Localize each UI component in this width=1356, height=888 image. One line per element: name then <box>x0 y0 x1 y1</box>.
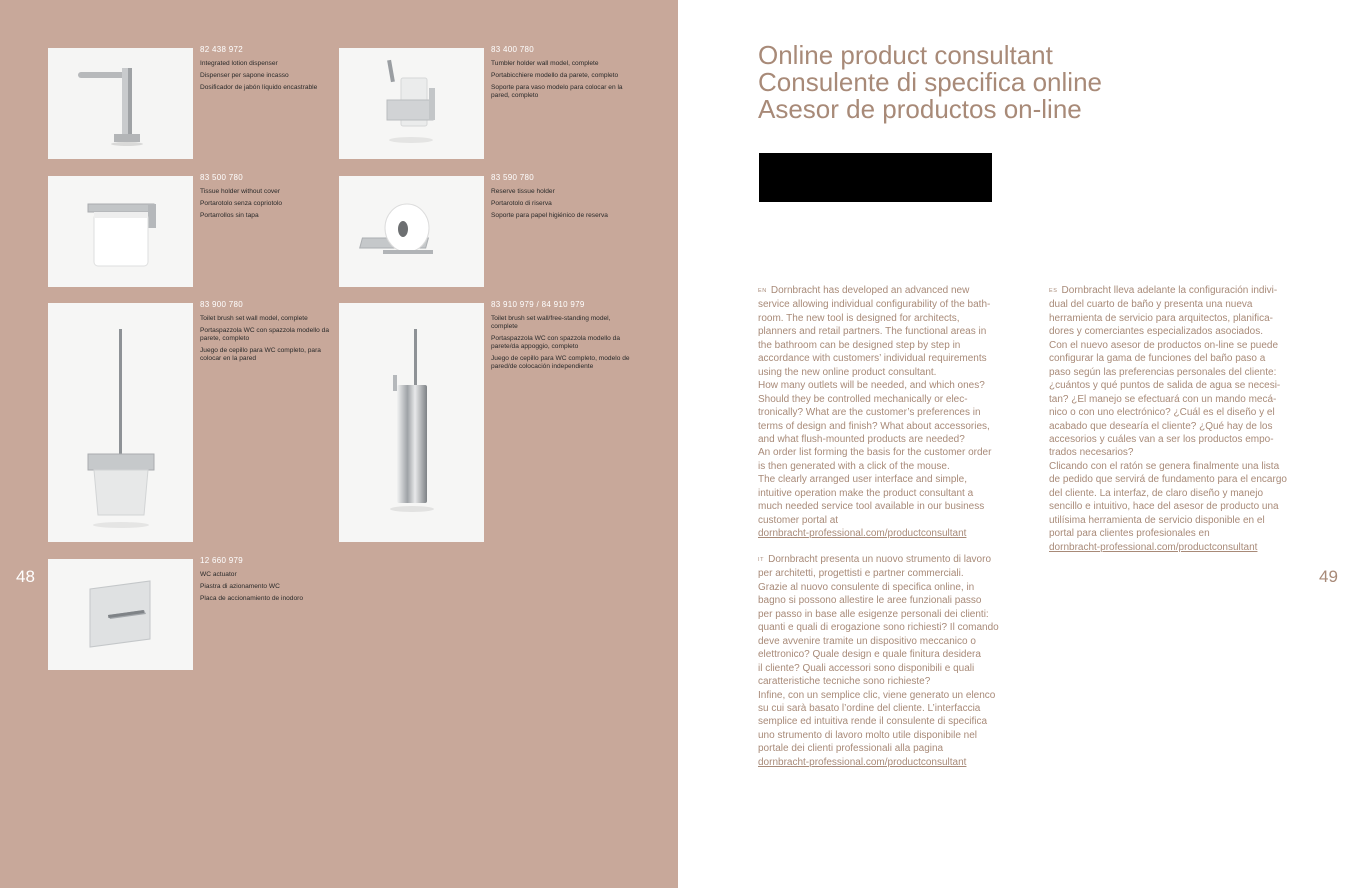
text-line-content: terms of design and finish? What about accessories, <box>758 420 990 432</box>
text-line <box>758 420 1020 433</box>
text-line-content: Infine, con un semplice clic, viene generato un elenco <box>758 689 996 701</box>
text-line <box>758 500 1020 513</box>
text-line <box>758 608 1020 621</box>
product-name-es: Soporte para papel higiénico de reserva <box>491 212 608 219</box>
text-line <box>758 339 1020 352</box>
product-code: 12 660 979 <box>200 556 244 565</box>
product-code: 82 438 972 <box>200 45 244 54</box>
language-tag: IT <box>758 557 765 563</box>
text-line-content: dual del cuarto de baño y presenta una nueva <box>1049 299 1253 311</box>
title-it: Consulente di specifica online <box>758 67 1102 97</box>
text-line-content: Grazie al nuovo consulente di specifica online, in <box>758 581 975 593</box>
text-line-content: trados necesarios? <box>1049 447 1134 459</box>
text-line <box>1049 420 1311 433</box>
product-code: 83 500 780 <box>200 173 244 182</box>
text-line <box>758 433 1020 446</box>
text-line-content: and what flush-mounted products are needed? <box>758 433 965 445</box>
text-line <box>758 581 1020 594</box>
text-line <box>758 553 1020 567</box>
text-line <box>758 473 1020 486</box>
text-line <box>758 298 1020 311</box>
product-name-it: Portabicchiere modello da parete, completo <box>491 72 619 79</box>
product-name-es: Portarrollos sin tapa <box>200 212 259 219</box>
text-line-content: intuitive operation make the product consultant a <box>758 487 974 499</box>
text-line-content: Clicando con el ratón se genera finalmente una lista <box>1049 460 1280 472</box>
text-line <box>758 487 1020 500</box>
text-line <box>758 406 1020 419</box>
text-line <box>1049 312 1311 325</box>
text-line-content: An order list forming the basis for the customer order <box>758 447 992 459</box>
text-line <box>1049 446 1311 459</box>
text-line <box>758 379 1020 392</box>
product-name-it: Portarotolo di riserva <box>491 200 552 207</box>
text-line <box>1049 379 1311 392</box>
text-line-content: portale dei clienti professionali alla pagina <box>758 743 944 755</box>
text-line-content: dores y comerciantes especializados asociados. <box>1049 326 1263 338</box>
text-line-content: tan? ¿El manejo se efectuará con un mando mecá- <box>1049 393 1277 405</box>
text-line-content: the bathroom can be designed step by step in <box>758 339 961 351</box>
text-line-content: Dornbracht has developed an advanced new <box>770 285 970 296</box>
text-line <box>1049 487 1311 500</box>
page-number-right: 49 <box>1319 567 1338 586</box>
tissue-holder-photo <box>48 176 193 287</box>
right-page <box>678 0 1356 888</box>
text-line <box>758 675 1020 688</box>
text-line <box>758 393 1020 406</box>
reserve-tissue-holder-photo <box>339 176 484 287</box>
portal-link[interactable]: dornbracht-professional.com/productconsultant <box>1049 541 1258 553</box>
product-name-es: Juego de cepillo para WC completo, para colocar en la pared <box>200 347 321 362</box>
text-line <box>758 689 1020 702</box>
toilet-brush-freestanding-photo <box>339 303 484 542</box>
text-line-content: per passo in base alle esigenze personali dei clienti: <box>758 608 989 620</box>
text-line <box>758 567 1020 580</box>
text-line <box>758 742 1020 755</box>
text-line-content: per architetti, progettisti e partner commerciali. <box>758 568 964 580</box>
text-line <box>758 446 1020 459</box>
text-line-content: Con el nuevo asesor de productos on-line se puede <box>1049 339 1279 351</box>
text-line <box>758 621 1020 634</box>
text-line-content: bagno si possono allestire le aree funzionali passo <box>758 595 982 607</box>
text-line-content: acabado que desearía el cliente? ¿Qué hay de los <box>1049 420 1273 432</box>
text-line-content: il cliente? Quali accessori sono disponibili e quali <box>758 662 975 674</box>
product-name-it: Portaspazzola WC con spazzola modello da parete/da appoggio, completo <box>491 335 621 350</box>
text-line-content: nico o con uno electrónico? ¿Cuál es el diseño y el <box>1049 407 1275 419</box>
text-line <box>1049 406 1311 419</box>
product-name-it: Piastra di azionamento WC <box>200 583 280 590</box>
text-line-content: utilísima herramienta de servicio disponible en el <box>1049 514 1265 526</box>
text-line <box>1049 298 1311 311</box>
product-name-en: Tumbler holder wall model, complete <box>491 60 599 67</box>
language-tag: ES <box>1049 288 1058 294</box>
text-line-content: ¿cuántos y qué puntos de salida de agua se necesi- <box>1049 380 1281 392</box>
redacted-block <box>759 153 992 202</box>
text-es <box>1049 284 1311 554</box>
text-line <box>1049 352 1311 365</box>
product-name-en: Tissue holder without cover <box>200 188 281 195</box>
text-it <box>758 553 1020 769</box>
text-line <box>1049 514 1311 527</box>
text-line <box>758 729 1020 742</box>
text-line <box>1049 473 1311 486</box>
text-line <box>758 514 1020 527</box>
text-line <box>758 312 1020 325</box>
text-line-content: herramienta de servicio para arquitectos, planifica- <box>1049 312 1273 324</box>
text-line-content: deve avvenire tramite un dispositivo meccanico o <box>758 635 976 647</box>
text-line <box>758 594 1020 607</box>
text-line <box>1049 527 1311 540</box>
text-line <box>758 648 1020 661</box>
portal-link[interactable]: dornbracht-professional.com/productconsultant <box>758 756 967 768</box>
language-tag: EN <box>758 288 767 294</box>
product-name-it: Portarotolo senza copriotolo <box>200 200 283 207</box>
text-line-content: The clearly arranged user interface and simple, <box>758 474 967 486</box>
text-line-content: much needed service tool available in our business <box>758 501 985 513</box>
text-line-content: using the new online product consultant. <box>758 366 937 378</box>
text-line-content: tronically? What are the customer’s preferences in <box>758 407 981 419</box>
page-number-left: 48 <box>16 567 35 586</box>
product-name-es: Soporte para vaso modelo para colocar en la pared, completo <box>491 84 623 99</box>
text-line-content: accordance with customers’ individual requirements <box>758 353 987 365</box>
text-line <box>758 366 1020 379</box>
text-line-content: customer portal at <box>758 514 839 526</box>
text-line <box>1049 460 1311 473</box>
text-line-content: de pedido que servirá de fundamento para el encargo <box>1049 474 1287 486</box>
wc-actuator-photo <box>48 559 193 670</box>
text-line-content: del cliente. La interfaz, de claro diseño y manejo <box>1049 487 1264 499</box>
text-line <box>758 284 1020 298</box>
product-name-es: Juego de cepillo para WC completo, modelo de pared/de colocación independiente <box>491 355 630 370</box>
product-code: 83 590 780 <box>491 173 535 182</box>
product-name-it: Portaspazzola WC con spazzola modello da parete, completo <box>200 327 330 342</box>
product-name-en: Reserve tissue holder <box>491 188 555 195</box>
text-line <box>1049 339 1311 352</box>
text-line <box>1049 366 1311 379</box>
text-line-content: accesorios y cuáles van a ser los productos empo- <box>1049 433 1274 445</box>
text-line <box>758 460 1020 473</box>
product-code: 83 910 979 / 84 910 979 <box>491 300 585 309</box>
text-line-content: quanti e quali di erogazione sono richiesti? Il comando <box>758 622 999 634</box>
text-line-content: planners and retail partners. The functional areas in <box>758 326 987 338</box>
text-line <box>1049 393 1311 406</box>
text-line-content: paso según las preferencias personales del cliente: <box>1049 366 1277 378</box>
text-line-content: elettronico? Quale design e quale finitura desidera <box>758 649 981 661</box>
tumbler-holder-photo <box>339 48 484 159</box>
product-code: 83 400 780 <box>491 45 535 54</box>
text-line-content: uno strumento di lavoro molto utile disponibile nel <box>758 729 978 741</box>
text-line <box>1049 325 1311 338</box>
title-en: Online product consultant <box>758 40 1053 70</box>
product-name-en: Integrated lotion dispenser <box>200 60 278 67</box>
text-line <box>1049 284 1311 298</box>
product-name-it: Dispenser per sapone incasso <box>200 72 289 79</box>
text-line-content: service allowing individual configurability of the bath- <box>758 299 991 311</box>
text-line <box>758 662 1020 675</box>
product-code: 83 900 780 <box>200 300 244 309</box>
text-line <box>758 325 1020 338</box>
product-name-en: WC actuator <box>200 571 237 578</box>
text-line-content: How many outlets will be needed, and which ones? <box>758 380 985 392</box>
text-en <box>758 284 1020 541</box>
title-es: Asesor de productos on-line <box>758 94 1082 124</box>
product-name-en: Toilet brush set wall/free-standing model, complete <box>491 315 611 330</box>
toilet-brush-wall-photo <box>48 303 193 542</box>
text-line-content: su cui sarà basato l’ordine del cliente. L’interfaccia <box>758 702 981 714</box>
product-name-en: Toilet brush set wall model, complete <box>200 315 308 322</box>
product-name-es: Placa de accionamiento de inodoro <box>200 595 304 602</box>
text-line-content: Dornbracht lleva adelante la configuración indivi- <box>1061 285 1278 296</box>
text-line-content: semplice ed intuitiva rende il consulente di specifica <box>758 716 988 728</box>
text-line-content: Dornbracht presenta un nuovo strumento di lavoro <box>768 554 991 565</box>
lotion-dispenser-photo <box>48 48 193 159</box>
portal-link[interactable]: dornbracht-professional.com/productconsultant <box>758 528 967 540</box>
text-line <box>758 635 1020 648</box>
text-line-content: Should they be controlled mechanically or elec- <box>758 393 968 405</box>
text-line-content: configurar la gama de funciones del baño paso a <box>1049 353 1266 365</box>
text-line <box>1049 433 1311 446</box>
text-line-content: room. The new tool is designed for architects, <box>758 312 960 324</box>
text-line-content: sencillo e intuitivo, hace del asesor de producto una <box>1049 501 1279 513</box>
text-line-content: portal para clientes profesionales en <box>1049 528 1210 540</box>
text-line <box>758 715 1020 728</box>
product-name-es: Dosificador de jabón líquido encastrable <box>200 84 318 91</box>
text-line <box>758 352 1020 365</box>
text-line-content: is then generated with a click of the mouse. <box>758 460 950 472</box>
text-line-content: caratteristiche tecniche sono richieste? <box>758 676 931 688</box>
text-line <box>758 702 1020 715</box>
page-title <box>758 42 1102 123</box>
text-line <box>1049 500 1311 513</box>
